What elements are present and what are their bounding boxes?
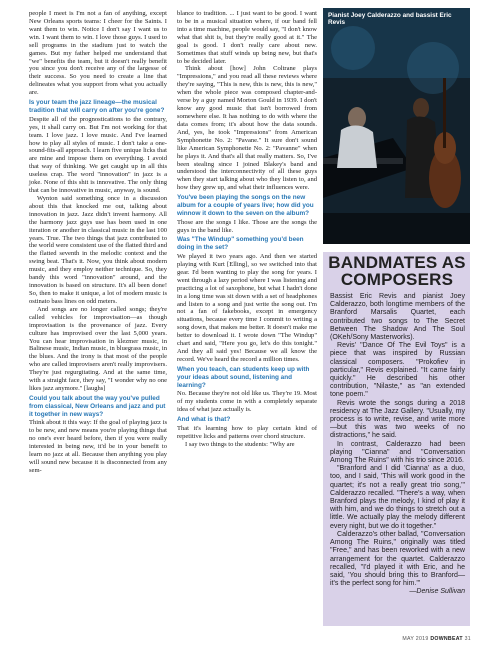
interview-question: When you teach, can students keep up with your ideas about sound, listening and learning? bbox=[177, 365, 310, 389]
article-column-1 bbox=[29, 10, 167, 475]
sidebar-paragraph: Revis' "Dance Of The Evil Toys" is a piece that was inspired by Russian classical composers. "Prokofiev in particular," Revis explained. "It came fairly quickly." He described his other contribution, "Nilaste," as "an extended tone poem." bbox=[330, 342, 465, 399]
interview-question: And what is that? bbox=[177, 416, 231, 424]
paragraph: Think about [how] John Coltrane plays "Impressions," and you read all these reviews where they're saying, "This is new, this is new, this is new," when the whole piece was composed chapter-and-verse by a guy named Morton Gould in 1939. I don't know any good music that isn't borrowed from somewhere else. It has nothing to do with where the data comes from; it's about how the data sounds. And, yes, he took "Impressions" from American Symphonette No. 2: "Pavane." It sure don't sound like American Symphonette No. 2: "Pavanne" when he plays it. And that's all that really matters. So, I've been stealing since I joined Blakey's band and understood the interconnectivity of all these guys when they start talking about who they listen to, and how they grew up, and what their influences were. bbox=[177, 65, 317, 192]
sidebar-paragraph: In contrast, Calderazzo had been playing "Cianna" and "Conversation Among The Ruins" with his trio since 2016. bbox=[330, 440, 465, 465]
paragraph: Wynton said something once in a discussion about this that knocked me out, talking about innovation in jazz. Jazz didn't invent harmony. All the harmony jazz guys use has been used in one iteration or another in classical music in the last 100 years. True. The two things that jazz contributed to the world were consistent use of the flatted third and the flatted seventh in the melodic context and the swing beat. That's it. Now, you think about modern music, and they employ neither technique. So, they bandy this word "innovation" around, and the innovation is based on structure. It's all been done! So, then to make it unique, a lot of modern music is ostinato bass lines on odd meters. bbox=[29, 194, 167, 305]
sidebar-paragraph: Calderazzo's other ballad, "Conversation Among The Ruins," originally was titled "Free," and has been reworked with a new arrangement for the quartet. Calderazzo recalled, "I'd played it with Eric, and he said, 'You should bring this to Branford—it's the perfect song for him.'" bbox=[330, 530, 465, 588]
photo-caption: Pianist Joey Calderazzo and bassist Eric Revis bbox=[328, 12, 452, 26]
page-number: 31 bbox=[464, 636, 471, 642]
sidebar-paragraph: Bassist Eric Revis and pianist Joey Calderazzo, both longtime members of the Branford Marsalis Quartet, each contributed two songs to The Secret Between The Shadow And The Soul (OKeh/Sony Masterworks). bbox=[330, 293, 465, 342]
sidebar-box bbox=[323, 252, 470, 626]
sidebar-headline: BANDMATES AS COMPOSERS bbox=[328, 253, 466, 289]
paragraph: I say two things to the students: "Why are bbox=[185, 440, 295, 448]
paragraph: blance to tradition. ... I just want to be good. I want to be in a musical situation where, if our band fell into a time machine, people would say, "I don't know what that shit is, but they're really good at it." The goal is good. I don't really care about new. Sometimes that stuff winds up being new, but that's to be decided later. bbox=[177, 10, 317, 65]
concert-photo-illustration bbox=[323, 8, 470, 244]
sidebar-paragraph: Revis wrote the songs during a 2018 residency at The Jazz Gallery. "Usually, my process is to write, revise, and write more—but this was two weeks of no distractions," he said. bbox=[330, 399, 465, 440]
sidebar-paragraph: "Branford and I did 'Cianna' as a duo, too, and I said, 'This will work good in the quartet; it's not a really great trio song,'" Calderazzo recalled. "There's a way, when Branford plays the melody, I kind of play it with him, and we do things to stretch out a little. We actually play the melody different every night, but we do it together." bbox=[330, 465, 465, 530]
paragraph: We played it two years ago. And then we started playing with Kurt [Elling], so we switched into that gear. I'd been wanting to play the song for years. I went through a lazy period where I was listening and practicing a lot of saxophone, but what I hadn't done in a long time was sit down with a set of headphones and listen to a song and just write the song out. I'm not a fan of fakebooks, except in emergency situations, because every time I commit to writing a song down, that makes me better. It doesn't make me better to download it. I wrote down "The Windup" chart and said, "Here you go, let's do this tonight." And they all said yes! Because we all know the record. We've heard the record a million times. bbox=[177, 253, 317, 364]
article-column-2 bbox=[177, 10, 317, 449]
paragraph: No. Because they're not old like us. They're 19. Most of my students come in with a completely separate idea of what jazz actually is. bbox=[177, 390, 317, 414]
sidebar-body bbox=[330, 293, 465, 597]
paragraph: people I meet is I'm not a fan of anything, except New Orleans sports teams: I cheer for the Saints. I want them to win. Notice I don't say I want us to win. I want them to win. I love those guys. I used to sell programs in the stadium just to watch the games. But my father helped me understand that "we" benefits the team, but it doesn't really benefit you since you don't receive any of the largesse of their success. So you need to create a line that delineates what you support from what you actually are. bbox=[29, 10, 167, 97]
paragraph: Despite all of the prognostications to the contrary, yes, it shall carry on. But I'm not working for that team. I love jazz. I love music. And I've learned how to play all styles of music. I don't take a one-sound-fits-all approach. I learn five unique licks that are mine and impose them on everything. I avoid that way of thinking. We get caught up in all this useless crap. The word "innovation" in jazz is a joke. None of this shit is innovative. The only thing that can be innovative in music, anyway, is sound. bbox=[29, 115, 167, 195]
paragraph: Those are the songs I like. Those are the songs the guys in the band like. bbox=[177, 218, 317, 234]
paragraph: And songs are no longer called songs; they're called vehicles for improvisation—as though improvisation is the provenance of jazz. Every culture has improvised over the last 5,000 years. You can hear improvisation in klezmer music, in Balinese music, Indian music, in bluegrass music, in the blues. And the irony is that most of the people who are called improvisers aren't really improvisers. They're just regurgitating. And at the same time, with a straight face, they say, "I wonder why no one likes jazz anymore." [laughs] bbox=[29, 305, 167, 393]
issue-date: MAY 2019 bbox=[402, 636, 429, 642]
paragraph: That it's learning how to play certain kind of repetitive licks and patterns over chord structure. bbox=[177, 424, 317, 440]
page-footer bbox=[402, 636, 471, 642]
paragraph: Think about it this way: If the goal of playing jazz is to be new, and new means you're playing things that no one's ever heard before, then if you were really interested in being new, it'd be in your benefit to learn no jazz at all. Because then anything you play will sound new because it is disconnected from any sem- bbox=[29, 419, 167, 474]
interview-question: Could you talk about the way you've pulled from classical, New Orleans and jazz and put it together in new ways? bbox=[29, 395, 166, 418]
author-signature: —Denise Sullivan bbox=[409, 588, 465, 596]
interview-question: Is your team the jazz lineage—the musical tradition that will carry on after you're gone? bbox=[29, 99, 165, 114]
interview-question: Was "The Windup" something you'd been doing in the set? bbox=[177, 236, 304, 252]
concert-photo bbox=[323, 8, 470, 244]
magazine-name: DOWNBEAT bbox=[430, 636, 463, 642]
interview-question: You've been playing the songs on the new album for a couple of years live; how did you winnow it down to the seven on the album? bbox=[177, 194, 314, 217]
